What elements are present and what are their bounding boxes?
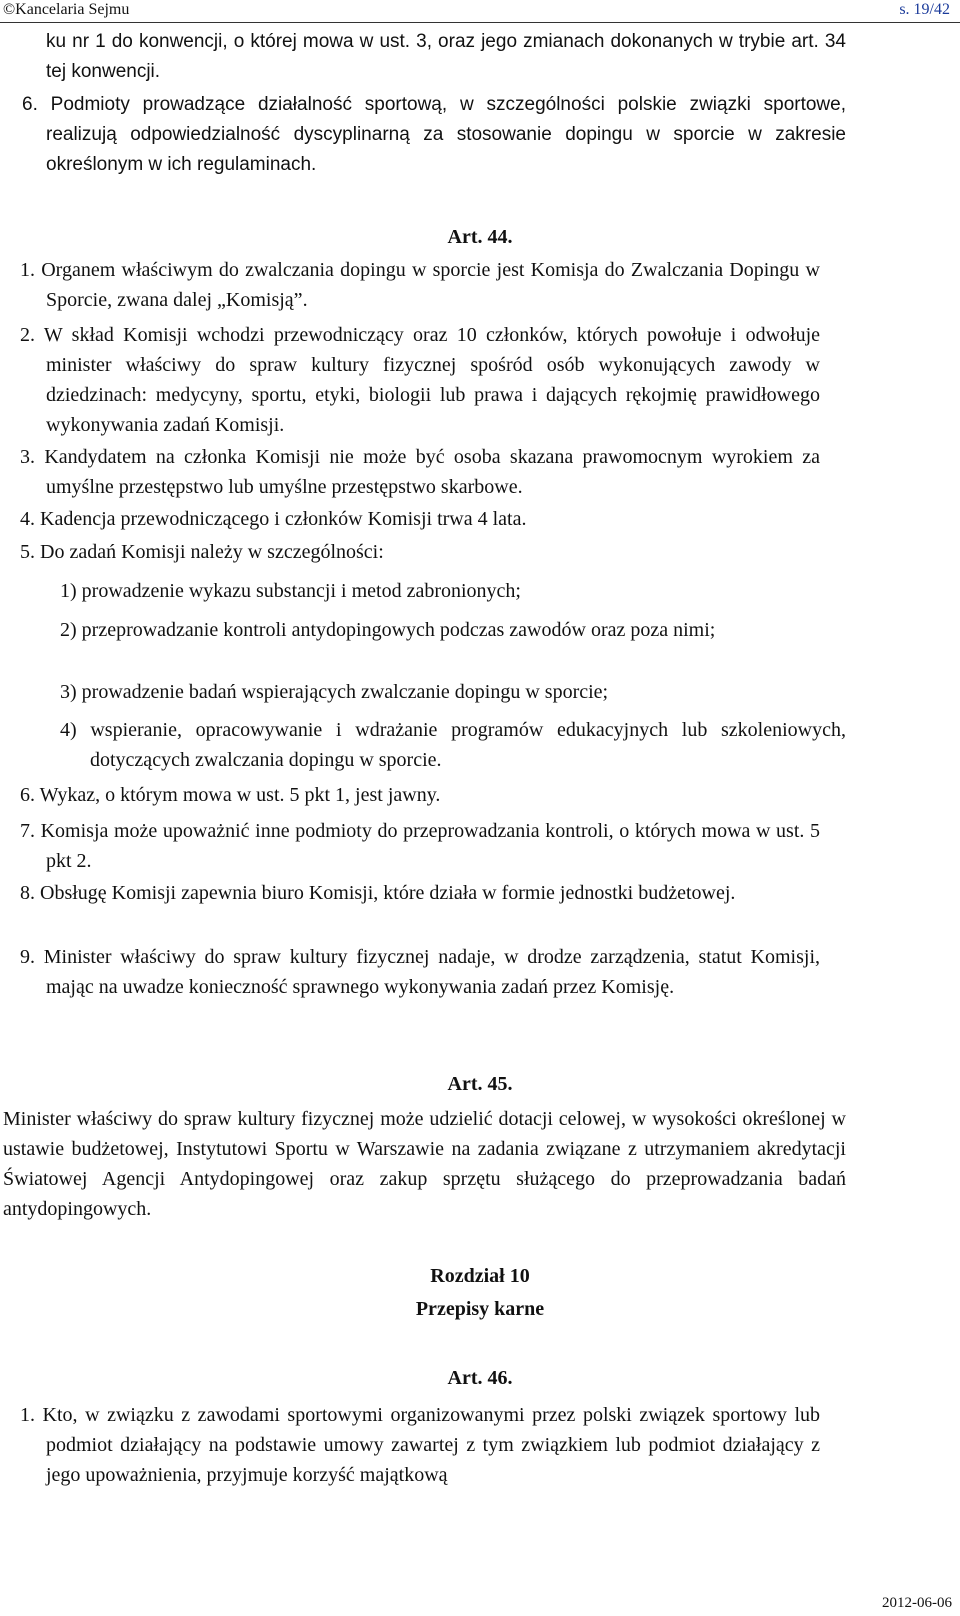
article-44-para-5: 5. Do zadań Komisji należy w szczególności: [20, 541, 384, 563]
page-header [0, 0, 960, 24]
paragraph-6-text: 6. Podmioty prowadzące działalność sportową, w szczególności polskie związki sportowe, realizują odpowiedzialność dyscyplinarną za stosowanie dopingu w sporcie w zakresie określonym w ich regulaminach. [22, 94, 846, 175]
article-44-para-8: 8. Obsługę Komisji zapewnia biuro Komisji, które działa w formie jednostki budżetowej. [20, 882, 736, 904]
list-item-3: 3) prowadzenie badań wspierających zwalczanie dopingu w sporcie; [60, 681, 609, 703]
paragraph-6-intro [22, 90, 846, 180]
header-divider [0, 22, 960, 23]
article-44-para-4: 4. Kadencja przewodniczącego i członków Komisji trwa 4 lata. [20, 508, 527, 530]
chapter-number: Rozdział 10 [430, 1265, 530, 1287]
article-44-para-7: 7. Komisja może upoważnić inne podmioty do przeprowadzania kontroli, o których mowa w ust. 5 pkt 2. [20, 820, 820, 872]
article-44-para-1: 1. Organem właściwym do zwalczania dopingu w sporcie jest Komisja do Zwalczania Dopingu w Sporcie, zwana dalej „Komisją”. [20, 259, 820, 311]
article-44-para-6: 6. Wykaz, o którym mowa w ust. 5 pkt 1, jest jawny. [20, 784, 441, 806]
list-item-2: 2) przeprowadzanie kontroli antydopingowych podczas zawodów oraz poza nimi; [60, 619, 716, 641]
article-46-para-1: 1. Kto, w związku z zawodami sportowymi organizowanymi przez polski związek sportowy lub podmiot działający na podstawie umowy zawartej z tym związkiem lub podmiot działający z jego upoważnienia, przyjmuje korzyść majątkową [20, 1404, 820, 1486]
article-45-text: Minister właściwy do spraw kultury fizycznej może udzielić dotacji celowej, w wysokości określonej w ustawie budżetowej, Instytutowi Sportu w Warszawie na zadania związane z utrzymaniem akredytacji Światowej Agencji Antydopingowej oraz zakup sprzętu służącego do przeprowadzania badań antydopingowych. [3, 1108, 846, 1220]
page-number-link[interactable]: s. 19/42 [899, 1, 950, 18]
article-44-para-3: 3. Kandydatem na członka Komisji nie może być osoba skazana prawomocnym wyrokiem za umyślne przestępstwo lub umyślne przestępstwo skarbowe. [20, 446, 820, 498]
list-item-4: 4) wspieranie, opracowywanie i wdrażanie programów edukacyjnych lub szkoleniowych, dotyczących zwalczania dopingu w sporcie. [60, 719, 846, 771]
article-44-para-2: 2. W skład Komisji wchodzi przewodniczący oraz 10 członków, których powołuje i odwołuje minister właściwy do spraw kultury fizycznej spośród osób wykonujących zawody w dziedzinach: medycyny, sportu, etyki, biologii lub prawa i dających rękojmię prawidłowego wykonywania zadań Komisji. [20, 324, 820, 436]
chapter-title: Przepisy karne [415, 1298, 545, 1320]
article-45-title: Art. 45. [447, 1073, 513, 1095]
article-44-para-9: 9. Minister właściwy do spraw kultury fizycznej nadaje, w drodze zarządzenia, statut Komisji, mając na uwadze konieczność sprawnego wykonywania zadań przez Komisję. [20, 946, 820, 998]
footer-date: 2012-06-06 [882, 1595, 952, 1611]
article-44-title: Art. 44. [447, 226, 513, 248]
source-label: ©Kancelaria Sejmu [3, 1, 130, 18]
list-item-1: 1) prowadzenie wykazu substancji i metod zabronionych; [60, 580, 521, 602]
article-46-title: Art. 46. [447, 1367, 513, 1389]
continued-paragraph: ku nr 1 do konwencji, o której mowa w ust. 3, oraz jego zmianach dokonanych w trybie art. 34 tej konwencji. [46, 31, 846, 82]
